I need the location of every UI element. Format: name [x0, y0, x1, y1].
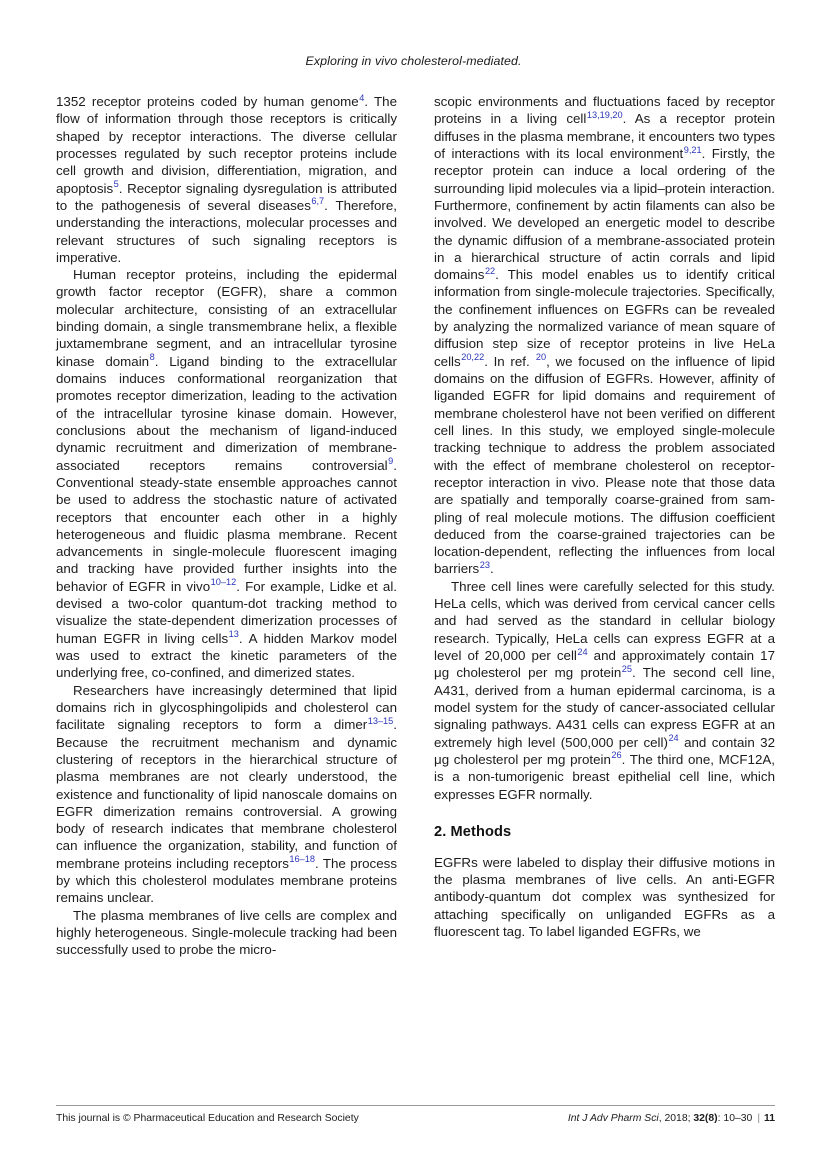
citation-reference[interactable]: 25 [621, 663, 632, 674]
citation-reference[interactable]: 24 [668, 733, 679, 744]
right-column-text [434, 93, 775, 803]
footer-page-number: 11 [764, 1113, 775, 1124]
citation-reference[interactable]: 26 [611, 750, 622, 761]
footer-copyright: This journal is © Pharmaceutical Education and Research Society [56, 1113, 359, 1124]
footer-separator: | [757, 1113, 761, 1124]
paragraph: scopic environments and fluctuations faced by receptor proteins in a living cell$^{13,19,20}$. As a receptor protein diffuses in the plasma membrane, it encounters two types of interactions with its local environment$^{9,21}$. Firstly, the receptor protein can induce a local ordering of the surrounding lipid molecules via a lipid–protein interaction. Furthermore, confinement by actin filaments can also be involved. We developed an energetic model to describe the dynamic diffusion of a membrane-associated protein in a hierarchical structure of actin corrals and lipid domains$^{22}$. This model enables us to identify critical information from single-molecule trajectories. Specifically, the confinement influences on EGFRs can be revealed by analyzing the normalized variance of mean square of diffusion step size of receptor proteins in live HeLa cells$^{20,22}$. In ref. $^{20}$, we focused on the influence of lipid domains on the diffusion of EGFRs. However, affinity of liganded EGFR for lipid domains and requirement of membrane cholesterol have not been verified on different cell lines. In this study, we employed single-molecule tracking technique to address the problem associated with the effect of membrane cholesterol on receptor-receptor interaction in vivo. Please note that those data are spatially and temporally coarse-grained from sampling of real molecule motions. The diffusion coefficient deduced from the coarse-grained trajectories can be location-dependent, reflecting the influences from local barriers$^{23}$. [434, 94, 775, 577]
footer-divider [56, 1105, 775, 1106]
citation-reference[interactable]: 16–18 [289, 854, 315, 865]
left-column-text [56, 93, 397, 959]
citation-reference[interactable]: 4 [359, 92, 365, 103]
citation-reference[interactable]: 5 [113, 179, 119, 190]
citation-reference[interactable]: 13,19,20 [586, 109, 623, 120]
column-right [434, 93, 775, 1098]
citation-reference[interactable]: 20 [535, 352, 547, 363]
citation-reference[interactable]: 22 [484, 265, 496, 276]
paragraph: 1352 receptor proteins coded by human genome$^4$. The flow of information through those receptors is critically shaped by receptor interactions. The diverse cellular processes regulated by such receptor proteins include cell growth and division, differentiation, migration, and apoptosis$^5$. Receptor signaling dysregulation is attributed to the pathogenesis of several diseases$^{6,7}$. Therefore, understanding the interactions, molecular processes and relevant structures of such signaling receptors is imperative. [56, 92, 397, 265]
section-spacer-bottom [434, 840, 775, 854]
footer-citation [568, 1113, 775, 1124]
citation-reference[interactable]: 24 [577, 646, 588, 657]
footer-pages: : 10–30 [717, 1113, 753, 1124]
body-columns [56, 93, 775, 1098]
section-heading-methods: 2. Methods [434, 823, 512, 840]
paragraph: Researchers have increasingly determined that lipid domains rich in glycosphingolipids and cholesterol can facilitate signaling receptors to form a dimer$^{13-15}$. Because the recruitment mechanism and dynamic clustering of receptors in the hierarchical structure of plasma membranes are not clearly understood, the existence and functionality of lipid nanoscale domains on EGFR dimerization remains controversial. A growing body of research indicates that membrane cholesterol can influence the organization, stability, and function of membrane proteins including receptors$^{16-18}$. The process by which this cholesterol modulates membrane proteins remains unclear. [56, 682, 397, 906]
footer-journal-name: Int J Adv Pharm Sci [567, 1113, 659, 1124]
citation-reference[interactable]: 20,22 [461, 352, 485, 363]
paragraph: EGFRs were labeled to display their diffusive motions in the plasma membranes of live cells. An anti-EGFR antibody-quantum dot complex was synthesized for attaching specifically on unliganded EGFRs as a fluorescent tag. To label liganded EGFRs, we [434, 854, 775, 940]
column-left [56, 93, 397, 1098]
footer-volume: 32(8) [693, 1113, 718, 1124]
running-head: Exploring in vivo cholesterol-mediated. [305, 54, 522, 68]
paragraph: Three cell lines were carefully selected for this study. HeLa cells, which was derived from cervical cancer cells and had served as the standard in cellular biology research. Typically, HeLa cells can express EGFR at a level of 20,000 per cell$^{24}$ and approximately contain 17 μg cholesterol per mg protein$^{25}$. The second cell line, A431, derived from a human epidermal carcinoma, is a model system for the study of cancer-associated cellular signaling pathways. A431 cells can express EGFR at an extremely high level (500,000 per cell)$^{24}$ and contain 32 μg cholesterol per mg protein$^{26}$. The third one, MCF12A, is a non-tumorigenic breast epithelial cell line, which expresses EGFR normally. [434, 578, 775, 802]
section-spacer-top [434, 803, 775, 824]
citation-reference[interactable]: 13 [228, 629, 239, 640]
citation-reference[interactable]: 10–12 [210, 577, 237, 588]
page-footer [56, 1113, 775, 1133]
citation-reference[interactable]: 9 [388, 456, 394, 467]
paragraph: Human receptor proteins, including the epidermal growth factor receptor (EGFR), share a common molecular architecture, consisting of an extracellular binding domain, a single transmembrane helix, a flexible juxtamembrane segment, and an intracellular tyrosine kinase domain$^8$. Ligand binding to the extracellular domains induces conformational reorganization that promotes receptor dimerization, leading to the activation of the intracellular tyrosine kinase domain. However, conclusions about the mechanism of ligand-induced dynamic recruitment and dimerization of membrane-associated receptors remains controversial$^9$. Conventional steady-state ensemble approaches cannot be used to address the stochastic nature of activated receptors that encounter each other in a highly heterogeneous and fluidic plasma membrane. Recent advancements in single-molecule fluorescent imaging and tracking have provided further insights into the behavior of EGFR in vivo$^{10-12}$. For example, Lidke et al. devised a two-color quantum-dot tracking method to visualize the state-dependent dimerization processes of human EGFR in living cells$^{13}$. A hidden Markov model was used to extract the kinetic parameters of the underlying free, co-confined, and dimerized states. [56, 267, 398, 681]
citation-reference[interactable]: 23 [479, 560, 490, 570]
paragraph: The plasma membranes of live cells are complex and highly heterogeneous. Single-molecule tracking had been successfully used to probe the micro- [56, 907, 397, 958]
citation-reference[interactable]: 9,21 [683, 144, 702, 155]
citation-reference[interactable]: 6,7 [311, 196, 325, 207]
citation-reference[interactable]: 8 [149, 352, 155, 363]
methods-section-text [434, 854, 775, 941]
footer-year: , 2018; [658, 1113, 694, 1124]
citation-reference[interactable]: 13–15 [367, 715, 394, 726]
